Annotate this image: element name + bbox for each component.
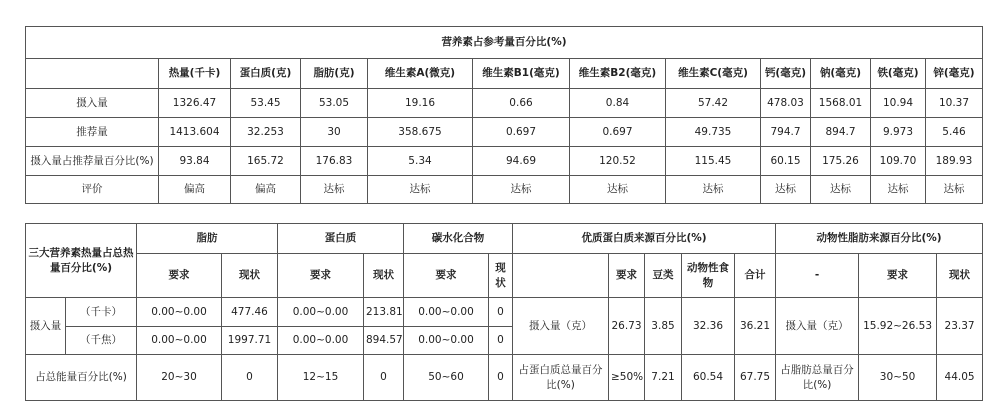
kj-protein-cur: 894.57	[364, 327, 404, 355]
table-cell: 165.72	[231, 147, 301, 176]
column-header: 蛋白质(克)	[231, 59, 301, 89]
kj-protein-req: 0.00~0.00	[278, 327, 364, 355]
table-cell: 0.697	[473, 118, 570, 147]
carb-req-header: 要求	[404, 254, 489, 298]
kcal-carb-cur: 0	[489, 298, 513, 327]
kj-carb-cur: 0	[489, 327, 513, 355]
table-cell: 1413.604	[159, 118, 231, 147]
table-cell: 109.70	[871, 147, 926, 176]
energy-pct-label: 占总能量百分比(%)	[26, 355, 137, 401]
qp-blank-header	[513, 254, 609, 298]
af-intake-label: 摄入量（克）	[776, 298, 859, 355]
group-animal-fat: 动物性脂肪来源百分比(%)	[776, 224, 983, 254]
kj-fat-req: 0.00~0.00	[137, 327, 222, 355]
table-cell: 53.05	[301, 89, 368, 118]
energy-protein-req: 12~15	[278, 355, 364, 401]
protein-req-header: 要求	[278, 254, 364, 298]
table-cell: 53.45	[231, 89, 301, 118]
table-cell: 5.34	[368, 147, 473, 176]
table-row	[26, 176, 983, 204]
table-cell: 达标	[570, 176, 666, 204]
table-cell: 794.7	[761, 118, 811, 147]
energy-carb-cur: 0	[489, 355, 513, 401]
table-cell: 94.69	[473, 147, 570, 176]
corner-cell	[26, 59, 159, 89]
table-cell: 达标	[871, 176, 926, 204]
kcal-fat-req: 0.00~0.00	[137, 298, 222, 327]
energy-protein-cur: 0	[364, 355, 404, 401]
table-row	[26, 147, 983, 176]
table-cell: 10.94	[871, 89, 926, 118]
kj-fat-cur: 1997.71	[222, 327, 278, 355]
table-cell: 10.37	[926, 89, 983, 118]
kcal-carb-req: 0.00~0.00	[404, 298, 489, 327]
table-cell: 30	[301, 118, 368, 147]
qp-pct-label: 占蛋白质总量百分比(%)	[513, 355, 609, 401]
table-cell: 176.83	[301, 147, 368, 176]
row-label: 摄入量	[26, 89, 159, 118]
column-header: 热量(千卡)	[159, 59, 231, 89]
row-label: 推荐量	[26, 118, 159, 147]
column-header: 脂肪(克)	[301, 59, 368, 89]
table-row	[26, 89, 983, 118]
column-header: 维生素B2(毫克)	[570, 59, 666, 89]
qp-pct-total: 67.75	[735, 355, 776, 401]
qp-intake-total: 36.21	[735, 298, 776, 355]
table-cell: 达标	[368, 176, 473, 204]
table-cell: 偏高	[159, 176, 231, 204]
af-dash-header: -	[776, 254, 859, 298]
table-cell: 达标	[473, 176, 570, 204]
row-label: 评价	[26, 176, 159, 204]
kcal-protein-cur: 213.81	[364, 298, 404, 327]
group-fat: 脂肪	[137, 224, 278, 254]
qp-pct-req: ≥50%	[609, 355, 645, 401]
column-header: 维生素A(微克)	[368, 59, 473, 89]
table-cell: 175.26	[811, 147, 871, 176]
group-protein: 蛋白质	[278, 224, 404, 254]
qp-pct-bean: 7.21	[645, 355, 682, 401]
column-header: 钙(毫克)	[761, 59, 811, 89]
table-title: 营养素占参考量百分比(%)	[26, 27, 983, 59]
table-cell: 1568.01	[811, 89, 871, 118]
qp-intake-req: 26.73	[609, 298, 645, 355]
qp-intake-animal: 32.36	[682, 298, 735, 355]
kcal-fat-cur: 477.46	[222, 298, 278, 327]
af-intake-req: 15.92~26.53	[859, 298, 937, 355]
table-cell: 60.15	[761, 147, 811, 176]
unit-kj: （千焦）	[66, 327, 137, 355]
table-cell: 115.45	[666, 147, 761, 176]
qp-bean-header: 豆类	[645, 254, 682, 298]
table-cell: 93.84	[159, 147, 231, 176]
fat-cur-header: 现状	[222, 254, 278, 298]
intake-label: 摄入量	[26, 298, 66, 355]
table-cell: 达标	[926, 176, 983, 204]
qp-intake-label: 摄入量（克）	[513, 298, 609, 355]
table-cell: 5.46	[926, 118, 983, 147]
table-cell: 57.42	[666, 89, 761, 118]
table-cell: 0.84	[570, 89, 666, 118]
table-cell: 达标	[666, 176, 761, 204]
qp-animal-header: 动物性食物	[682, 254, 735, 298]
af-req-header: 要求	[859, 254, 937, 298]
fat-req-header: 要求	[137, 254, 222, 298]
table-cell: 478.03	[761, 89, 811, 118]
qp-req-header: 要求	[609, 254, 645, 298]
kj-carb-req: 0.00~0.00	[404, 327, 489, 355]
macro-corner-title: 三大营养素热量占总热量百分比(%)	[26, 224, 137, 298]
table-cell: 49.735	[666, 118, 761, 147]
qp-total-header: 合计	[735, 254, 776, 298]
table-cell: 0.697	[570, 118, 666, 147]
column-header: 铁(毫克)	[871, 59, 926, 89]
table-row	[26, 118, 983, 147]
qp-intake-bean: 3.85	[645, 298, 682, 355]
column-header: 维生素B1(毫克)	[473, 59, 570, 89]
af-pct-req: 30~50	[859, 355, 937, 401]
table-cell: 19.16	[368, 89, 473, 118]
nutrient-reference-table	[25, 26, 983, 204]
af-pct-label: 占脂肪总量百分比(%)	[776, 355, 859, 401]
table-cell: 0.66	[473, 89, 570, 118]
energy-carb-req: 50~60	[404, 355, 489, 401]
table-cell: 达标	[761, 176, 811, 204]
af-pct-cur: 44.05	[937, 355, 983, 401]
group-quality-protein: 优质蛋白质来源百分比(%)	[513, 224, 776, 254]
macronutrient-table	[25, 223, 983, 401]
table-cell: 32.253	[231, 118, 301, 147]
table-cell: 189.93	[926, 147, 983, 176]
table-cell: 达标	[301, 176, 368, 204]
column-header: 锌(毫克)	[926, 59, 983, 89]
group-carb: 碳水化合物	[404, 224, 513, 254]
carb-cur-header: 现状	[489, 254, 513, 298]
energy-fat-cur: 0	[222, 355, 278, 401]
column-header: 维生素C(毫克)	[666, 59, 761, 89]
table-cell: 偏高	[231, 176, 301, 204]
protein-cur-header: 现状	[364, 254, 404, 298]
unit-kcal: （千卡）	[66, 298, 137, 327]
kcal-protein-req: 0.00~0.00	[278, 298, 364, 327]
qp-pct-animal: 60.54	[682, 355, 735, 401]
energy-fat-req: 20~30	[137, 355, 222, 401]
row-label: 摄入量占推荐量百分比(%)	[26, 147, 159, 176]
table-cell: 894.7	[811, 118, 871, 147]
table-cell: 120.52	[570, 147, 666, 176]
table-cell: 358.675	[368, 118, 473, 147]
af-cur-header: 现状	[937, 254, 983, 298]
table-cell: 9.973	[871, 118, 926, 147]
af-intake-cur: 23.37	[937, 298, 983, 355]
table-cell: 1326.47	[159, 89, 231, 118]
column-header: 钠(毫克)	[811, 59, 871, 89]
table-cell: 达标	[811, 176, 871, 204]
